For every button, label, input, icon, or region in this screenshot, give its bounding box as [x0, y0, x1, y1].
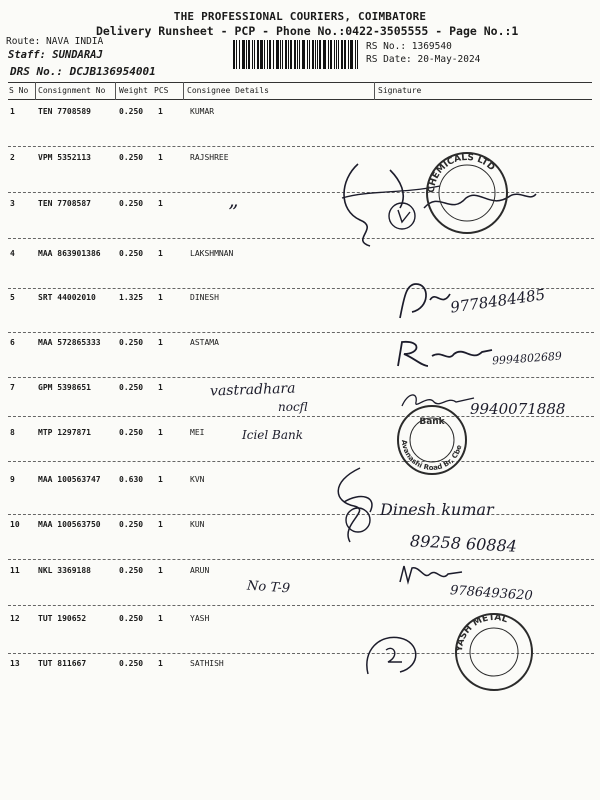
signature-scribble [392, 336, 502, 370]
handwritten-phone: 9994802689 [491, 349, 563, 368]
row-sno: 8 [10, 428, 15, 437]
barcode-bar [355, 40, 356, 69]
row-sno: 1 [10, 107, 15, 116]
row-weight: 0.250 [119, 249, 144, 258]
row-pcs: 1 [158, 566, 163, 575]
row-pcs: 1 [158, 383, 163, 392]
row-weight: 0.250 [119, 614, 144, 623]
table-header-rule [8, 99, 592, 100]
col-header-weight: Weight [119, 86, 148, 95]
barcode-bar [323, 40, 326, 69]
row-consignment: MAA 100563750 [38, 520, 101, 529]
route: Route: NAVA INDIA [6, 36, 104, 47]
barcode-bar [257, 40, 259, 69]
row-consignment: NKL 3369188 [38, 566, 91, 575]
row-pcs: 1 [158, 614, 163, 623]
row-weight: 0.250 [119, 520, 144, 529]
barcode-bar [302, 40, 305, 69]
row-rule [8, 377, 594, 378]
stamp-text: Avanashi Road Br, Cbe [399, 439, 464, 473]
row-rule [8, 559, 594, 560]
row-weight: 0.250 [119, 566, 144, 575]
row-consignee: KUMAR [190, 107, 215, 116]
col-header-consignee: Consignee Details [187, 86, 269, 95]
barcode-bar [252, 40, 253, 69]
handwritten-note: Iciel Bank [242, 428, 304, 442]
row-consignment: TUT 811667 [38, 659, 87, 668]
barcode-bar [288, 40, 289, 69]
row-rule [8, 332, 594, 333]
barcode-bar [307, 40, 308, 69]
col-divider [374, 82, 375, 100]
row-consignee: ASTAMA [190, 338, 219, 347]
row-rule [8, 288, 594, 289]
table-top-rule [8, 82, 592, 83]
row-rule [8, 146, 594, 147]
col-header-consignment: Consignment No [38, 86, 106, 95]
barcode-bar [254, 40, 255, 69]
barcode-bar [264, 40, 265, 69]
barcode-bar [348, 40, 349, 69]
row-pcs: 1 [158, 107, 163, 116]
row-pcs: 1 [158, 659, 163, 668]
barcode [233, 40, 361, 69]
row-pcs: 1 [158, 475, 163, 484]
handwritten-ditto: ” [228, 200, 239, 224]
handwritten-name: Dinesh kumar [380, 500, 494, 519]
row-sno: 3 [10, 199, 15, 208]
barcode-bar [273, 40, 274, 69]
row-sno: 9 [10, 475, 15, 484]
row-weight: 0.250 [119, 199, 144, 208]
company-rubber-stamp [422, 148, 512, 238]
col-header-sno: S No [9, 86, 29, 95]
stamp-text: CHEMICALS LTD [426, 152, 497, 194]
company-title: THE PROFESSIONAL COURIERS, COIMBATORE [173, 10, 427, 23]
row-pcs: 1 [158, 338, 163, 347]
row-weight: 0.250 [119, 428, 144, 437]
rs-date: RS Date: 20-May-2024 [366, 54, 481, 65]
barcode-bar [350, 40, 353, 69]
row-sno: 10 [10, 520, 20, 529]
row-consignment: VPM 5352113 [38, 153, 91, 162]
row-consignee: MEI [190, 428, 205, 437]
barcode-bar [336, 40, 337, 69]
row-pcs: 1 [158, 428, 163, 437]
barcode-bar [319, 40, 321, 69]
barcode-bar [269, 40, 271, 69]
row-rule [8, 238, 594, 239]
col-divider [115, 82, 116, 100]
row-weight: 0.250 [119, 153, 144, 162]
row-weight: 0.250 [119, 383, 144, 392]
col-header-signature: Signature [378, 86, 422, 95]
barcode-bar [344, 40, 346, 69]
row-sno: 7 [10, 383, 15, 392]
row-consignee: SATHISH [190, 659, 224, 668]
handwritten-note: No T-9 [246, 578, 291, 597]
barcode-bar [357, 40, 358, 69]
row-consignment: MTP 1297871 [38, 428, 91, 437]
runsheet-title: Delivery Runsheet - PCP - Phone No.:0422-3505555 - Page No.:1 [96, 24, 519, 38]
rs-number: RS No.: 1369540 [366, 41, 452, 52]
barcode-bar [280, 40, 281, 69]
row-consignee: RAJSHREE [190, 153, 229, 162]
signature-scribble [396, 562, 466, 588]
col-header-pcs: PCS [154, 86, 169, 95]
row-consignee: KVN [190, 475, 205, 484]
bank-rubber-stamp [394, 402, 470, 478]
barcode-bar [260, 40, 263, 69]
svg-text:CHEMICALS LTD [427, 153, 497, 193]
row-consignee: ARUN [190, 566, 210, 575]
barcode-bar [282, 40, 283, 69]
row-sno: 13 [10, 659, 20, 668]
handwritten-note: nocfl [278, 400, 308, 414]
row-rule [8, 605, 594, 606]
row-rule [8, 514, 594, 515]
row-sno: 6 [10, 338, 15, 347]
signature-scribble [390, 278, 460, 326]
row-consignee: YASH [190, 614, 210, 623]
barcode-bar [341, 40, 343, 69]
barcode-bar [315, 40, 316, 69]
row-consignment: MAA 100563747 [38, 475, 101, 484]
row-consignment: TUT 190652 [38, 614, 87, 623]
row-weight: 1.325 [119, 293, 144, 302]
row-sno: 4 [10, 249, 15, 258]
row-sno: 5 [10, 293, 15, 302]
row-weight: 0.250 [119, 107, 144, 116]
signature-scribble [360, 630, 430, 680]
barcode-bar [276, 40, 279, 69]
barcode-bar [285, 40, 287, 69]
barcode-bar [290, 40, 292, 69]
barcode-bar [239, 40, 240, 69]
barcode-bar [294, 40, 296, 69]
row-weight: 0.630 [119, 475, 144, 484]
row-consignment: MAA 572865333 [38, 338, 101, 347]
row-sno: 11 [10, 566, 20, 575]
handwritten-phone: 9940071888 [470, 400, 566, 418]
handwritten-note: vastradhara [209, 380, 296, 400]
row-weight: 0.250 [119, 338, 144, 347]
barcode-bar [309, 40, 310, 69]
barcode-bar [328, 40, 329, 69]
row-weight: 0.250 [119, 659, 144, 668]
barcode-bar [242, 40, 245, 69]
barcode-bar [248, 40, 250, 69]
row-pcs: 1 [158, 153, 163, 162]
staff: Staff: SUNDARAJ [8, 49, 103, 61]
col-divider [35, 82, 36, 100]
company-rubber-stamp [452, 610, 536, 694]
row-sno: 12 [10, 614, 20, 623]
row-consignment: SRT 44002010 [38, 293, 96, 302]
barcode-bar [317, 40, 318, 69]
row-consignment: GPM 5398651 [38, 383, 91, 392]
row-rule [8, 461, 594, 462]
handwritten-phone: 89258 60884 [409, 531, 518, 556]
barcode-bar [246, 40, 247, 69]
barcode-bar [299, 40, 300, 69]
row-consignee: LAKSHMNAN [190, 249, 234, 258]
stamp-text: YASH METAL [454, 612, 509, 653]
row-pcs: 1 [158, 520, 163, 529]
row-consignee: DINESH [190, 293, 219, 302]
row-consignee: KUN [190, 520, 205, 529]
row-consignment: TEN 7708589 [38, 107, 91, 116]
handwritten-phone: 9786493620 [449, 583, 534, 604]
row-consignment: TEN 7708587 [38, 199, 91, 208]
barcode-bar [236, 40, 237, 69]
barcode-bar [297, 40, 298, 69]
stamp-text: Bank [419, 417, 445, 427]
row-pcs: 1 [158, 199, 163, 208]
barcode-bar [334, 40, 335, 69]
row-pcs: 1 [158, 293, 163, 302]
row-pcs: 1 [158, 249, 163, 258]
row-consignment: MAA 863901386 [38, 249, 101, 258]
barcode-bar [267, 40, 268, 69]
barcode-bar [338, 40, 339, 69]
drs-number: DRS No.: DCJB136954001 [10, 65, 156, 78]
handwritten-phone: 9778484485 [449, 285, 547, 317]
barcode-bar [312, 40, 314, 69]
row-sno: 2 [10, 153, 15, 162]
barcode-bar [330, 40, 332, 69]
signature-scribble [320, 462, 390, 552]
svg-text:YASH METAL [455, 613, 509, 654]
barcode-bar [233, 40, 235, 69]
col-divider [183, 82, 184, 100]
